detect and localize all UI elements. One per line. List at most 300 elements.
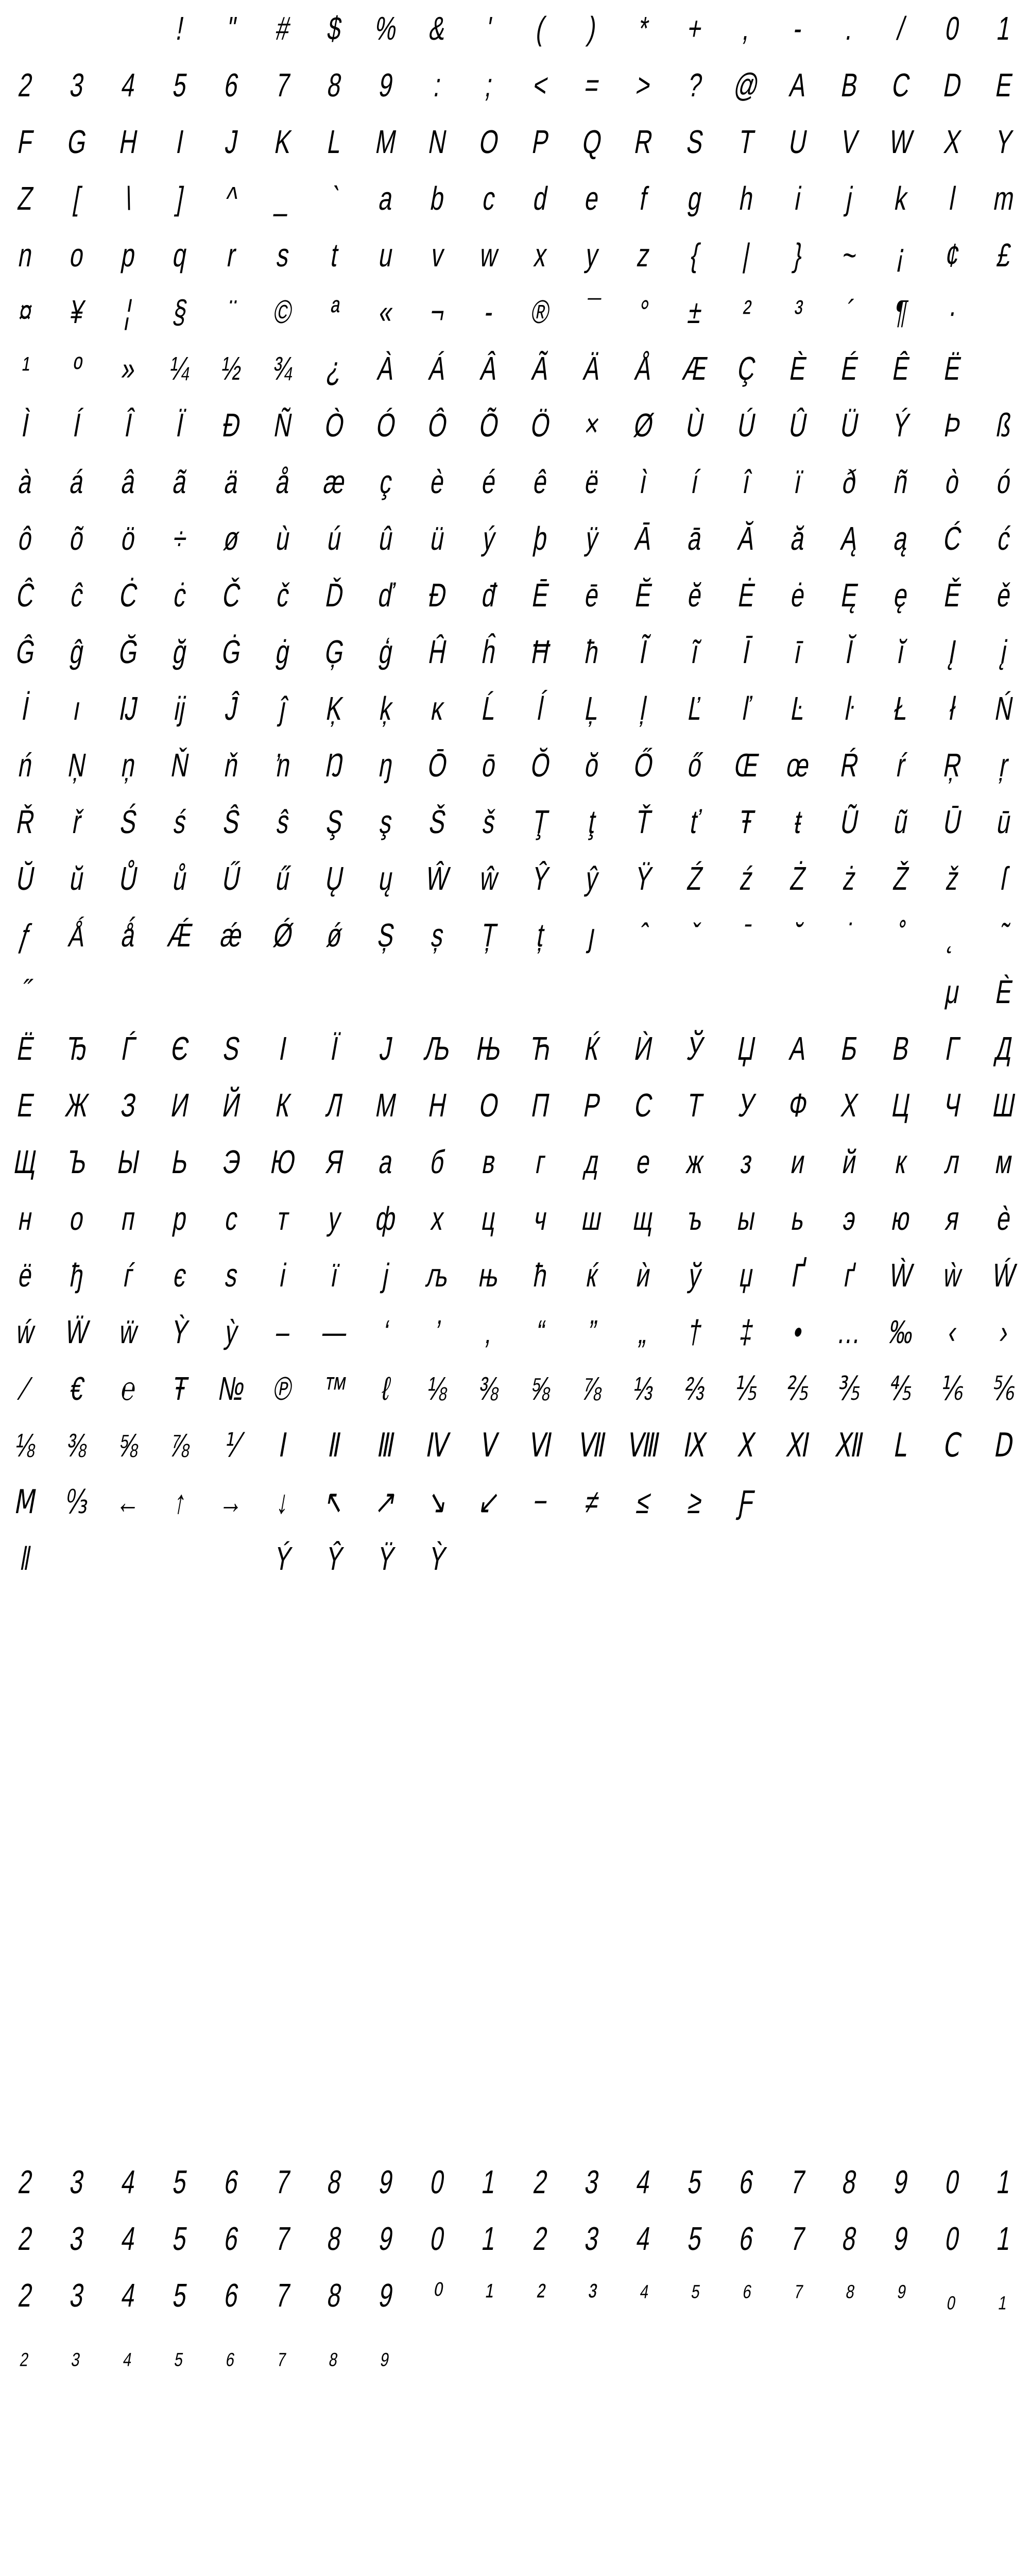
glyph-cell <box>723 1984 770 2040</box>
glyph-cell <box>466 1643 512 1700</box>
glyph-cell: Ј <box>377 1030 396 1067</box>
glyph-cell <box>981 1700 1027 1757</box>
glyph-cell: Љ <box>422 1030 454 1067</box>
glyph-cell: Ц <box>889 1087 914 1124</box>
glyph-row <box>0 1303 1030 1360</box>
glyph-cell <box>826 1643 873 1700</box>
glyph-cell: ț <box>534 917 547 954</box>
glyph-cell: 3 <box>67 2220 88 2257</box>
glyph-cell: ½ <box>218 350 245 387</box>
glyph-cell <box>54 2550 100 2576</box>
glyph-cell: Я <box>323 1143 347 1180</box>
glyph-cell: ì <box>637 463 650 500</box>
glyph-cell: ŝ <box>274 803 293 840</box>
glyph-cell: ö <box>118 520 139 557</box>
glyph-cell: ė <box>788 577 809 614</box>
glyph-cell <box>54 1757 100 1814</box>
glyph-cell <box>878 2040 924 2097</box>
glyph-cell: ‚ <box>483 1313 495 1350</box>
glyph-cell: Ï <box>174 406 187 444</box>
glyph-row <box>0 737 1030 793</box>
glyph-cell: Ř <box>14 803 38 840</box>
glyph-cell <box>363 2097 409 2154</box>
glyph-cell: Ĕ <box>632 577 655 614</box>
glyph-cell: į <box>998 633 1010 670</box>
glyph-cell: ą <box>891 520 912 557</box>
glyph-cell: Ẅ <box>62 1313 92 1350</box>
glyph-cell: н <box>15 1200 36 1237</box>
glyph-cell: Ě <box>941 577 964 614</box>
glyph-cell: Ŵ <box>423 860 453 897</box>
glyph-cell: 2 <box>15 2220 36 2257</box>
glyph-cell: в <box>479 1143 499 1180</box>
glyph-cell: ч <box>531 1200 551 1237</box>
glyph-cell: Ⅵ <box>526 1427 555 1464</box>
glyph-cell: Ⅹ <box>735 1427 759 1464</box>
glyph-cell <box>208 963 255 1020</box>
glyph-cell: i <box>792 180 804 217</box>
glyph-cell <box>826 1814 873 1870</box>
glyph-row <box>0 510 1030 567</box>
glyph-cell: ŋ <box>376 747 397 784</box>
glyph-cell <box>775 1530 821 1587</box>
glyph-cell: Ђ <box>63 1030 91 1067</box>
glyph-cell: Ĉ <box>14 577 38 614</box>
glyph-cell: ď <box>375 577 397 614</box>
glyph-cell: — <box>319 1313 350 1350</box>
glyph-cell: Ⅲ <box>374 1427 398 1464</box>
glyph-cell <box>2 0 49 57</box>
glyph-cell: 2 <box>530 2220 551 2257</box>
glyph-cell: Ť <box>633 803 655 840</box>
glyph-row <box>0 1133 1030 1190</box>
glyph-cell: T <box>736 123 758 160</box>
glyph-cell: М <box>373 1087 400 1124</box>
glyph-cell: 6 <box>736 2163 757 2200</box>
glyph-cell: ˆ <box>636 917 651 954</box>
glyph-cell <box>517 1643 564 1700</box>
glyph-cell: ¹ <box>18 350 33 387</box>
glyph-cell <box>929 2380 976 2437</box>
glyph-cell <box>929 2494 976 2550</box>
glyph-cell: Ć <box>941 520 965 557</box>
glyph-cell <box>517 1700 564 1757</box>
glyph-cell: 2 <box>15 2277 36 2314</box>
glyph-cell <box>981 2437 1027 2494</box>
glyph-cell: 8 <box>324 66 345 104</box>
glyph-cell <box>517 2380 564 2437</box>
glyph-cell: í <box>689 463 702 500</box>
glyph-row <box>0 170 1030 227</box>
glyph-cell: x <box>531 236 550 274</box>
glyph-cell: Á <box>426 350 449 387</box>
glyph-row <box>0 2550 1030 2576</box>
glyph-cell <box>105 2380 152 2437</box>
glyph-cell: ² <box>533 2277 548 2314</box>
glyph-cell: В <box>890 1030 913 1067</box>
glyph-cell: − <box>530 1483 551 1520</box>
glyph-cell: ₇ <box>276 2333 291 2370</box>
glyph-row <box>0 57 1030 113</box>
glyph-cell <box>208 2040 255 2097</box>
glyph-cell: ł <box>947 690 959 727</box>
glyph-cell: È <box>787 350 810 387</box>
glyph-cell <box>2 2097 49 2154</box>
glyph-cell: Å <box>632 350 655 387</box>
glyph-cell <box>2 2550 49 2576</box>
glyph-cell: 1 <box>479 2163 500 2200</box>
glyph-cell: ŕ <box>894 747 909 784</box>
glyph-cell <box>517 1587 564 1643</box>
glyph-cell: Ż <box>787 860 809 897</box>
glyph-cell: ķ <box>377 690 396 727</box>
glyph-cell: ⅙ <box>938 1370 968 1407</box>
glyph-cell: ñ <box>891 463 912 500</box>
glyph-cell <box>54 0 100 57</box>
glyph-cell <box>414 1984 461 2040</box>
glyph-cell <box>414 2097 461 2154</box>
glyph-cell <box>54 2494 100 2550</box>
glyph-cell: д <box>582 1143 603 1180</box>
glyph-cell <box>363 1984 409 2040</box>
glyph-cell <box>517 1757 564 1814</box>
glyph-cell: Ё <box>14 1030 37 1067</box>
glyph-cell <box>105 0 152 57</box>
glyph-cell: ş <box>377 803 396 840</box>
glyph-cell <box>775 1757 821 1814</box>
glyph-cell <box>157 1814 203 1870</box>
glyph-row <box>0 1814 1030 1870</box>
glyph-cell <box>569 1757 615 1814</box>
glyph-cell: ж <box>684 1143 707 1180</box>
glyph-cell: • <box>791 1313 806 1350</box>
glyph-cell <box>517 963 564 1020</box>
glyph-cell: ‡ <box>736 1313 757 1350</box>
glyph-cell <box>672 2380 718 2437</box>
glyph-cell <box>466 1757 512 1814</box>
glyph-cell <box>260 1587 306 1643</box>
glyph-cell: Q <box>579 123 605 160</box>
glyph-cell <box>878 1814 924 1870</box>
glyph-cell <box>723 1927 770 1984</box>
glyph-cell <box>311 2097 358 2154</box>
glyph-cell: ĩ <box>689 633 702 670</box>
glyph-cell <box>105 2550 152 2576</box>
glyph-cell: Z <box>15 180 37 217</box>
glyph-cell: I <box>174 123 187 160</box>
glyph-cell <box>775 963 821 1020</box>
glyph-cell: À <box>375 350 398 387</box>
glyph-cell: ⅟ <box>221 1427 242 1464</box>
glyph-cell: Ó <box>373 406 399 444</box>
glyph-cell <box>723 2324 770 2380</box>
glyph-cell: t <box>328 236 341 274</box>
glyph-cell: я <box>943 1200 963 1237</box>
glyph-cell: Ý <box>890 406 913 444</box>
glyph-cell <box>260 2040 306 2097</box>
glyph-cell: L <box>324 123 345 160</box>
glyph-cell <box>517 2324 564 2380</box>
glyph-cell: ќ <box>583 1257 601 1294</box>
glyph-cell <box>672 2040 718 2097</box>
glyph-cell <box>105 1984 152 2040</box>
glyph-cell <box>517 2550 564 2576</box>
glyph-cell: Ÿ <box>632 860 655 897</box>
glyph-cell: ¶ <box>891 293 911 330</box>
glyph-cell: Ī <box>740 633 753 670</box>
glyph-cell: ǻ <box>118 917 139 954</box>
glyph-cell: ġ <box>273 633 294 670</box>
glyph-cell <box>208 2437 255 2494</box>
glyph-cell <box>620 1757 667 1814</box>
glyph-cell: 5 <box>170 2277 191 2314</box>
glyph-cell: ; <box>483 66 496 104</box>
glyph-cell <box>826 2097 873 2154</box>
glyph-cell: Ⅿ <box>12 1483 40 1520</box>
glyph-cell: ô <box>15 520 36 557</box>
glyph-cell <box>981 1530 1027 1587</box>
glyph-cell: ľ <box>740 690 754 727</box>
glyph-cell: ↉ <box>62 1483 92 1520</box>
glyph-cell <box>775 1700 821 1757</box>
glyph-cell: 1 <box>994 10 1015 47</box>
glyph-cell: Ň <box>168 747 192 784</box>
glyph-row <box>0 1530 1030 1587</box>
glyph-cell: ё <box>15 1257 36 1294</box>
glyph-cell: Ĳ <box>116 690 141 727</box>
glyph-cell: Е <box>14 1087 37 1124</box>
glyph-cell <box>620 1870 667 1927</box>
glyph-cell: Ⅸ <box>681 1427 710 1464</box>
glyph-cell: Ț <box>478 917 500 954</box>
glyph-cell: ä <box>221 463 242 500</box>
glyph-row <box>0 1360 1030 1417</box>
glyph-cell: ß <box>993 406 1015 444</box>
glyph-cell: и <box>788 1143 809 1180</box>
glyph-cell: ¢ <box>942 236 963 274</box>
glyph-cell <box>723 1700 770 1757</box>
glyph-row <box>0 1927 1030 1984</box>
glyph-cell: ₀ <box>945 2277 961 2314</box>
glyph-cell: ⅓ <box>630 1370 657 1407</box>
glyph-cell <box>775 1870 821 1927</box>
glyph-cell <box>723 963 770 1020</box>
glyph-cell <box>157 2097 203 2154</box>
glyph-cell <box>208 1927 255 1984</box>
glyph-cell <box>775 2494 821 2550</box>
glyph-cell: 7 <box>788 2220 809 2257</box>
glyph-cell <box>981 1927 1027 1984</box>
glyph-cell: ³ <box>791 293 806 330</box>
glyph-cell <box>105 2494 152 2550</box>
glyph-cell <box>517 2040 564 2097</box>
glyph-cell: ¿ <box>324 350 346 387</box>
glyph-cell: Ẁ <box>886 1257 916 1294</box>
glyph-cell <box>878 2437 924 2494</box>
glyph-cell: > <box>633 66 654 104</box>
glyph-cell: A <box>787 66 810 104</box>
glyph-cell: D <box>941 66 965 104</box>
glyph-cell: ( <box>533 10 548 47</box>
glyph-cell: & <box>426 10 449 47</box>
glyph-cell: ј <box>380 1257 392 1294</box>
glyph-cell: ⅖ <box>783 1370 813 1407</box>
glyph-cell: Ā <box>632 520 655 557</box>
glyph-cell: 8 <box>324 2220 345 2257</box>
glyph-cell <box>981 1473 1027 1530</box>
glyph-cell: ū <box>994 803 1015 840</box>
glyph-cell <box>620 963 667 1020</box>
glyph-cell: Ą <box>838 520 861 557</box>
glyph-cell: ⅛ <box>12 1427 39 1464</box>
glyph-cell: 7 <box>273 2220 294 2257</box>
glyph-cell: ⅔ <box>682 1370 709 1407</box>
glyph-cell: r <box>224 236 239 274</box>
glyph-cell: £ <box>994 236 1015 274</box>
glyph-cell: ѓ <box>121 1257 136 1294</box>
glyph-cell: Ŗ <box>941 747 965 784</box>
glyph-cell: ⅞ <box>167 1427 194 1464</box>
glyph-cell: Ж <box>63 1087 92 1124</box>
glyph-cell: ₁ <box>997 2277 1012 2314</box>
glyph-cell: ⅞ <box>579 1370 606 1407</box>
glyph-cell <box>517 1927 564 1984</box>
glyph-cell: ě <box>994 577 1015 614</box>
glyph-cell <box>878 1757 924 1814</box>
glyph-row <box>0 2380 1030 2437</box>
glyph-cell: Ю <box>268 1143 299 1180</box>
glyph-cell: ↖ <box>321 1483 348 1520</box>
glyph-cell <box>775 1473 821 1530</box>
glyph-cell <box>517 1870 564 1927</box>
glyph-cell: ю <box>889 1200 914 1237</box>
glyph-cell <box>620 2380 667 2437</box>
glyph-cell <box>105 2040 152 2097</box>
glyph-cell: ь <box>788 1200 808 1237</box>
glyph-cell: h <box>736 180 757 217</box>
glyph-cell: 3 <box>582 2163 603 2200</box>
glyph-cell: ℮ <box>118 1370 140 1407</box>
glyph-cell <box>672 2437 718 2494</box>
glyph-cell <box>157 1984 203 2040</box>
glyph-cell: ņ <box>118 747 139 784</box>
glyph-cell: ë <box>582 463 603 500</box>
glyph-cell: ≠ <box>582 1483 602 1520</box>
glyph-cell <box>466 2097 512 2154</box>
glyph-cell: ¦ <box>122 293 135 330</box>
glyph-cell <box>54 1587 100 1643</box>
glyph-cell: ˜ <box>997 917 1012 954</box>
glyph-cell: × <box>582 406 603 444</box>
glyph-cell: G <box>64 123 90 160</box>
glyph-cell <box>826 1530 873 1587</box>
glyph-cell: S <box>684 123 707 160</box>
glyph-cell: Ⅳ <box>423 1427 452 1464</box>
glyph-cell: ĺ <box>535 690 547 727</box>
glyph-cell: ĵ <box>277 690 289 727</box>
glyph-cell <box>620 1643 667 1700</box>
glyph-cell: Ô <box>425 406 451 444</box>
glyph-cell: Г <box>943 1030 963 1067</box>
glyph-cell <box>208 2380 255 2437</box>
glyph-cell <box>723 2494 770 2550</box>
glyph-cell <box>672 2550 718 2576</box>
glyph-cell <box>260 2550 306 2576</box>
glyph-cell: Ŷ <box>323 1540 346 1577</box>
glyph-cell: H <box>117 123 141 160</box>
glyph-cell: Č <box>220 577 244 614</box>
glyph-cell: j <box>844 180 856 217</box>
glyph-cell: V <box>838 123 861 160</box>
glyph-cell: З <box>118 1087 140 1124</box>
glyph-cell: Ⅻ <box>833 1427 867 1464</box>
glyph-cell: ª <box>327 293 342 330</box>
glyph-cell: Ⅺ <box>784 1427 813 1464</box>
glyph-cell: к <box>892 1143 910 1180</box>
glyph-cell: Ь <box>169 1143 192 1180</box>
glyph-cell: Ë <box>941 350 964 387</box>
glyph-cell: č <box>274 577 293 614</box>
glyph-cell <box>2 2494 49 2550</box>
glyph-cell: ш <box>579 1200 605 1237</box>
glyph-cell: ⅜ <box>64 1427 91 1464</box>
glyph-cell <box>311 1870 358 1927</box>
glyph-cell: 4 <box>118 66 139 104</box>
glyph-cell: Ļ <box>582 690 603 727</box>
glyph-cell <box>620 2040 667 2097</box>
glyph-cell <box>54 1530 100 1587</box>
glyph-cell: – <box>273 1313 294 1350</box>
glyph-cell: î <box>740 463 753 500</box>
glyph-cell: 5 <box>170 2220 191 2257</box>
glyph-cell <box>311 2494 358 2550</box>
glyph-cell <box>569 2550 615 2576</box>
glyph-cell <box>620 1814 667 1870</box>
glyph-cell: 9 <box>376 2220 397 2257</box>
glyph-cell: ¾ <box>270 350 297 387</box>
glyph-cell <box>672 2494 718 2550</box>
glyph-cell <box>208 2550 255 2576</box>
glyph-cell: ¡ <box>894 236 909 274</box>
glyph-cell <box>981 2494 1027 2550</box>
glyph-cell: ⁄ <box>20 1370 31 1407</box>
glyph-cell: 8 <box>839 2220 860 2257</box>
glyph-row <box>0 340 1030 397</box>
glyph-cell: Ш <box>990 1087 1019 1124</box>
glyph-cell: К <box>273 1087 294 1124</box>
glyph-cell: v <box>428 236 447 274</box>
glyph-cell <box>157 1700 203 1757</box>
glyph-cell: ⅛ <box>424 1370 451 1407</box>
glyph-cell <box>878 2097 924 2154</box>
glyph-cell: Ŀ <box>788 690 809 727</box>
glyph-cell: ? <box>685 66 706 104</box>
glyph-cell: p <box>118 236 139 274</box>
glyph-cell: Æ <box>680 350 711 387</box>
glyph-cell: o <box>67 236 88 274</box>
glyph-cell: Ù <box>683 406 707 444</box>
glyph-cell <box>105 1587 152 1643</box>
glyph-cell <box>929 1870 976 1927</box>
glyph-cell: ẅ <box>117 1313 141 1350</box>
glyph-cell: u <box>376 236 397 274</box>
glyph-cell <box>775 1814 821 1870</box>
glyph-cell: П <box>529 1087 553 1124</box>
glyph-cell: d <box>530 180 551 217</box>
glyph-cell: ű <box>273 860 294 897</box>
glyph-cell: Ì <box>19 406 32 444</box>
glyph-cell: đ <box>479 577 500 614</box>
